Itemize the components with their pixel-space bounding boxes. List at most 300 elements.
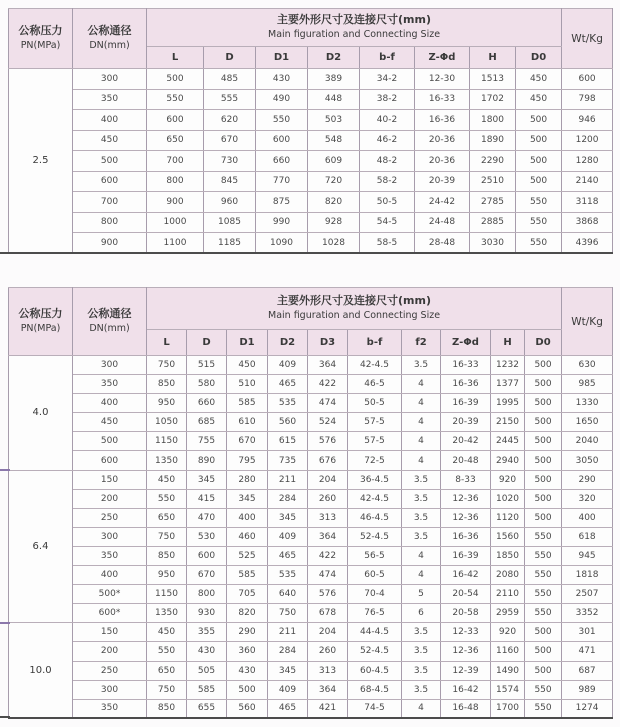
group-separator-mark-1 <box>0 469 10 471</box>
dimension-value: 364 <box>308 356 348 375</box>
dimension-value: 16-39 <box>441 546 491 565</box>
dimension-value: 900 <box>147 192 204 213</box>
dimension-value: 530 <box>187 527 227 546</box>
column-header-D: D <box>187 330 227 356</box>
table-row <box>9 546 613 565</box>
pn-header-zh: 公称压力 <box>18 307 63 321</box>
dimension-value: 1185 <box>204 233 256 254</box>
dimension-value: 57-5 <box>348 432 402 451</box>
weight-value: 3050 <box>562 451 613 470</box>
column-header-b-f: b-f <box>360 47 415 69</box>
dimension-value: 500 <box>525 489 562 508</box>
dimension-value: 20-48 <box>441 451 491 470</box>
dimension-value: 576 <box>308 432 348 451</box>
dimension-value: 68-4.5 <box>348 680 402 699</box>
dimension-value: 1150 <box>147 585 187 604</box>
dimension-value: 500 <box>525 375 562 394</box>
dimension-value: 720 <box>308 171 360 192</box>
dimension-value: 16-36 <box>441 527 491 546</box>
dimension-value: 875 <box>256 192 308 213</box>
dimension-value: 500 <box>525 508 562 527</box>
dimension-value: 345 <box>268 508 308 527</box>
dn-value: 450 <box>73 130 147 151</box>
pn-header-en: PN(MPa) <box>20 323 61 335</box>
dimension-value: 3.5 <box>402 527 441 546</box>
dimensions-header-en: Main figuration and Connecting Size <box>268 29 441 41</box>
table-row <box>9 604 613 623</box>
dn-value: 500* <box>73 585 147 604</box>
dimension-value: 2080 <box>491 566 525 585</box>
weight-value: 1818 <box>562 566 613 585</box>
table-row <box>9 623 613 642</box>
dimension-value: 16-39 <box>441 394 491 413</box>
dimension-value: 550 <box>147 489 187 508</box>
column-header-L: L <box>147 330 187 356</box>
dimension-value: 448 <box>308 89 360 110</box>
dimension-value: 422 <box>308 546 348 565</box>
dn-value: 400 <box>73 566 147 585</box>
dn-header-en: DN(mm) <box>89 40 130 52</box>
dimension-value: 750 <box>147 527 187 546</box>
dimension-value: 58-5 <box>360 233 415 254</box>
dimension-value: 400 <box>227 508 268 527</box>
dimension-value: 615 <box>268 432 308 451</box>
dimension-value: 430 <box>187 642 227 661</box>
table2-bottom-rule-mark <box>0 716 10 718</box>
weight-value: 3118 <box>562 192 613 213</box>
weight-value: 400 <box>562 508 613 527</box>
dn-value: 300 <box>73 356 147 375</box>
dimension-value: 500 <box>516 110 562 131</box>
dimension-value: 2150 <box>491 413 525 432</box>
column-header-D3: D3 <box>308 330 348 356</box>
weight-value: 3352 <box>562 604 613 623</box>
dimension-value: 576 <box>308 585 348 604</box>
dn-value: 150 <box>73 470 147 489</box>
dimension-value: 16-36 <box>415 110 470 131</box>
column-header-Z-Φd: Z-Φd <box>441 330 491 356</box>
dimension-value: 1377 <box>491 375 525 394</box>
dimension-value: 70-4 <box>348 585 402 604</box>
dimension-value: 16-33 <box>441 356 491 375</box>
weight-value: 630 <box>562 356 613 375</box>
dimension-value: 640 <box>268 585 308 604</box>
dimension-value: 795 <box>227 451 268 470</box>
t2-header <box>9 288 613 356</box>
dimension-value: 730 <box>204 151 256 172</box>
column-header-D2: D2 <box>308 47 360 69</box>
table-row <box>9 69 613 90</box>
dimension-value: 460 <box>227 527 268 546</box>
weight-value: 600 <box>562 69 613 90</box>
dimension-value: 930 <box>187 604 227 623</box>
table1-bottom-rule-mark <box>0 252 10 254</box>
dn-value: 400 <box>73 394 147 413</box>
dimension-value: 3.5 <box>402 508 441 527</box>
dimension-value: 20-54 <box>441 585 491 604</box>
dimension-value: 600 <box>187 546 227 565</box>
dimension-value: 450 <box>147 623 187 642</box>
dimension-value: 1995 <box>491 394 525 413</box>
dimension-value: 4 <box>402 413 441 432</box>
dimension-value: 360 <box>227 642 268 661</box>
dimension-value: 490 <box>256 89 308 110</box>
dimension-value: 36-4.5 <box>348 470 402 489</box>
dimension-value: 820 <box>308 192 360 213</box>
column-header-H: H <box>470 47 516 69</box>
pn-header-zh: 公称压力 <box>18 24 63 38</box>
dimension-value: 16-36 <box>441 375 491 394</box>
dimension-value: 950 <box>147 394 187 413</box>
dimension-value: 211 <box>268 470 308 489</box>
dimension-value: 364 <box>308 680 348 699</box>
dimension-value: 550 <box>525 566 562 585</box>
weight-value: 1200 <box>562 130 613 151</box>
dimension-value: 705 <box>227 585 268 604</box>
table-row <box>9 394 613 413</box>
pn-value: 2.5 <box>9 69 73 254</box>
dimension-value: 409 <box>268 527 308 546</box>
dimension-value: 4 <box>402 394 441 413</box>
pressure-table-pn4-6_4-10 <box>8 287 613 719</box>
dimension-value: 524 <box>308 413 348 432</box>
dimension-value: 500 <box>525 623 562 642</box>
dimension-value: 56-5 <box>348 546 402 565</box>
dimension-value: 345 <box>268 661 308 680</box>
dimension-value: 550 <box>525 585 562 604</box>
dimension-value: 72-5 <box>348 451 402 470</box>
dimension-value: 500 <box>525 661 562 680</box>
dimension-value: 12-39 <box>441 661 491 680</box>
t1-header-row <box>9 9 613 47</box>
table-row <box>9 432 613 451</box>
dimension-value: 2290 <box>470 151 516 172</box>
dimension-value: 2110 <box>491 585 525 604</box>
dimension-value: 389 <box>308 69 360 90</box>
dn-value: 300 <box>73 69 147 90</box>
dimension-value: 364 <box>308 527 348 546</box>
dn-header-en: DN(mm) <box>89 323 130 335</box>
dimension-value: 1085 <box>204 212 256 233</box>
weight-value: 2040 <box>562 432 613 451</box>
column-header-f2: f2 <box>402 330 441 356</box>
dimension-value: 52-4.5 <box>348 642 402 661</box>
dimension-value: 2445 <box>491 432 525 451</box>
dimension-value: 38-2 <box>360 89 415 110</box>
dimension-value: 585 <box>187 680 227 699</box>
dimension-value: 555 <box>204 89 256 110</box>
dimension-value: 1020 <box>491 489 525 508</box>
dimension-value: 20-36 <box>415 151 470 172</box>
table-row <box>9 233 613 254</box>
dimension-value: 52-4.5 <box>348 527 402 546</box>
column-header-H: H <box>491 330 525 356</box>
dimension-value: 3.5 <box>402 470 441 489</box>
weight-value: 2140 <box>562 171 613 192</box>
dimension-value: 3.5 <box>402 661 441 680</box>
dimension-value: 1560 <box>491 527 525 546</box>
pn-value: 4.0 <box>9 356 73 471</box>
dimension-value: 284 <box>268 489 308 508</box>
dimension-value: 610 <box>227 413 268 432</box>
dimension-value: 20-39 <box>441 413 491 432</box>
dimension-value: 1850 <box>491 546 525 565</box>
dimension-value: 1574 <box>491 680 525 699</box>
dimension-value: 670 <box>204 130 256 151</box>
dn-value: 250 <box>73 661 147 680</box>
column-header-L: L <box>147 47 204 69</box>
dimension-value: 1513 <box>470 69 516 90</box>
dn-value: 300 <box>73 680 147 699</box>
dimension-value: 280 <box>227 470 268 489</box>
weight-value: 985 <box>562 375 613 394</box>
dn-column-header <box>73 9 147 69</box>
dimension-value: 1090 <box>256 233 308 254</box>
dimension-value: 535 <box>268 394 308 413</box>
dimension-value: 660 <box>187 394 227 413</box>
table-row <box>9 661 613 680</box>
table-row <box>9 585 613 604</box>
weight-value: 4396 <box>562 233 613 254</box>
dimension-value: 990 <box>256 212 308 233</box>
dimension-value: 500 <box>516 171 562 192</box>
dimension-value: 820 <box>227 604 268 623</box>
dimension-value: 550 <box>256 110 308 131</box>
dn-value: 600* <box>73 604 147 623</box>
table-row <box>9 470 613 489</box>
dimension-value: 3.5 <box>402 623 441 642</box>
dimension-value: 670 <box>227 432 268 451</box>
dimension-value: 74-5 <box>348 699 402 718</box>
dimension-value: 755 <box>187 432 227 451</box>
dimension-value: 421 <box>308 699 348 718</box>
dimension-value: 46-2 <box>360 130 415 151</box>
dn-value: 600 <box>73 171 147 192</box>
dimension-value: 415 <box>187 489 227 508</box>
dimension-value: 550 <box>525 527 562 546</box>
dimension-value: 609 <box>308 151 360 172</box>
dimension-value: 4 <box>402 451 441 470</box>
dimension-value: 40-2 <box>360 110 415 131</box>
dimension-value: 204 <box>308 470 348 489</box>
dimension-value: 474 <box>308 566 348 585</box>
t1-header <box>9 9 613 69</box>
dimension-value: 16-48 <box>441 699 491 718</box>
weight-value: 798 <box>562 89 613 110</box>
dimension-value: 1150 <box>147 432 187 451</box>
dimension-value: 4 <box>402 546 441 565</box>
weight-value: 687 <box>562 661 613 680</box>
t1-body <box>9 69 613 254</box>
dimension-value: 465 <box>268 699 308 718</box>
dimension-value: 500 <box>516 151 562 172</box>
t2-header-row <box>9 288 613 330</box>
weight-value: 989 <box>562 680 613 699</box>
dimension-value: 580 <box>187 375 227 394</box>
dimension-value: 890 <box>187 451 227 470</box>
dimension-value: 920 <box>491 623 525 642</box>
table-row <box>9 680 613 699</box>
table-row <box>9 89 613 110</box>
weight-value: 320 <box>562 489 613 508</box>
dimension-value: 42-4.5 <box>348 489 402 508</box>
dimension-value: 5 <box>402 585 441 604</box>
column-header-D0: D0 <box>516 47 562 69</box>
dimension-value: 500 <box>525 451 562 470</box>
table-row <box>9 192 613 213</box>
dimension-value: 409 <box>268 680 308 699</box>
dn-value: 200 <box>73 489 147 508</box>
dimension-value: 465 <box>268 546 308 565</box>
dimension-value: 57-5 <box>348 413 402 432</box>
table-row <box>9 566 613 585</box>
dimension-value: 1350 <box>147 451 187 470</box>
dimension-value: 1160 <box>491 642 525 661</box>
dimensions-header-en: Main figuration and Connecting Size <box>268 310 441 322</box>
dimension-value: 1120 <box>491 508 525 527</box>
dimension-value: 550 <box>525 680 562 699</box>
dimension-value: 54-5 <box>360 212 415 233</box>
dimension-value: 920 <box>491 470 525 489</box>
dimension-value: 211 <box>268 623 308 642</box>
dimension-value: 44-4.5 <box>348 623 402 642</box>
dimension-value: 800 <box>147 171 204 192</box>
dn-value: 350 <box>73 699 147 718</box>
weight-value: 618 <box>562 527 613 546</box>
dimension-value: 650 <box>147 661 187 680</box>
weight-column-header: Wt/Kg <box>562 9 613 69</box>
dimension-value: 4 <box>402 375 441 394</box>
dimension-value: 3.5 <box>402 642 441 661</box>
dimension-value: 515 <box>187 356 227 375</box>
dimension-value: 42-4.5 <box>348 356 402 375</box>
dimension-value: 560 <box>268 413 308 432</box>
weight-value: 2507 <box>562 585 613 604</box>
dimension-value: 470 <box>187 508 227 527</box>
dn-value: 450 <box>73 413 147 432</box>
dimension-value: 345 <box>227 489 268 508</box>
dimension-value: 3.5 <box>402 356 441 375</box>
pn-value: 10.0 <box>9 623 73 718</box>
dimension-value: 750 <box>147 356 187 375</box>
dimension-value: 12-30 <box>415 69 470 90</box>
dimension-value: 16-42 <box>441 680 491 699</box>
dn-value: 900 <box>73 233 147 254</box>
dimension-value: 450 <box>147 470 187 489</box>
table-row <box>9 489 613 508</box>
dimension-value: 500 <box>525 413 562 432</box>
dimensions-group-header <box>147 288 562 330</box>
dimension-value: 750 <box>147 680 187 699</box>
dimension-value: 474 <box>308 394 348 413</box>
dimension-value: 585 <box>227 394 268 413</box>
dimension-value: 525 <box>227 546 268 565</box>
dimension-value: 284 <box>268 642 308 661</box>
dimension-value: 1100 <box>147 233 204 254</box>
dimension-value: 550 <box>516 212 562 233</box>
dimension-value: 28-48 <box>415 233 470 254</box>
dimension-value: 550 <box>147 89 204 110</box>
weight-value: 945 <box>562 546 613 565</box>
dimension-value: 500 <box>227 680 268 699</box>
dimension-value: 550 <box>525 604 562 623</box>
dn-value: 350 <box>73 546 147 565</box>
dimension-value: 50-5 <box>360 192 415 213</box>
dimension-value: 650 <box>147 508 187 527</box>
dimension-value: 1232 <box>491 356 525 375</box>
dimension-value: 1800 <box>470 110 516 131</box>
column-header-D: D <box>204 47 256 69</box>
dimension-value: 1350 <box>147 604 187 623</box>
dimension-value: 510 <box>227 375 268 394</box>
dn-value: 350 <box>73 375 147 394</box>
weight-value: 1330 <box>562 394 613 413</box>
dimension-value: 345 <box>187 470 227 489</box>
dimension-value: 850 <box>147 546 187 565</box>
dimension-value: 260 <box>308 642 348 661</box>
dimension-value: 34-2 <box>360 69 415 90</box>
weight-value: 290 <box>562 470 613 489</box>
dimension-value: 4 <box>402 432 441 451</box>
dimension-value: 24-48 <box>415 212 470 233</box>
dimension-value: 8-33 <box>441 470 491 489</box>
group-separator-mark-2 <box>0 622 10 624</box>
dimensions-group-header <box>147 9 562 47</box>
dimension-value: 465 <box>268 375 308 394</box>
dimension-value: 800 <box>187 585 227 604</box>
pn-header-en: PN(MPa) <box>20 40 61 52</box>
dn-value: 300 <box>73 527 147 546</box>
dn-column-header <box>73 288 147 356</box>
dimension-value: 676 <box>308 451 348 470</box>
dimension-value: 550 <box>516 233 562 254</box>
dimension-value: 500 <box>525 642 562 661</box>
dimension-value: 20-39 <box>415 171 470 192</box>
dimension-value: 550 <box>525 699 562 718</box>
dn-value: 350 <box>73 89 147 110</box>
dimension-value: 20-42 <box>441 432 491 451</box>
dimension-value: 950 <box>147 566 187 585</box>
dn-value: 700 <box>73 192 147 213</box>
dimension-value: 650 <box>147 130 204 151</box>
dn-value: 500 <box>73 151 147 172</box>
column-header-Z-Φd: Z-Φd <box>415 47 470 69</box>
weight-column-header: Wt/Kg <box>562 288 613 356</box>
dimension-value: 204 <box>308 623 348 642</box>
pn-column-header <box>9 9 73 69</box>
dimension-value: 550 <box>147 642 187 661</box>
dimension-value: 585 <box>227 566 268 585</box>
dimension-value: 550 <box>516 192 562 213</box>
dn-value: 250 <box>73 508 147 527</box>
dimension-value: 2940 <box>491 451 525 470</box>
dimension-value: 46-5 <box>348 375 402 394</box>
dimension-value: 313 <box>308 508 348 527</box>
dimension-value: 450 <box>516 69 562 90</box>
dimension-value: 600 <box>256 130 308 151</box>
weight-value: 1280 <box>562 151 613 172</box>
dimension-value: 500 <box>525 432 562 451</box>
dimension-value: 928 <box>308 212 360 233</box>
dn-header-zh: 公称通径 <box>87 307 132 321</box>
weight-value: 1274 <box>562 699 613 718</box>
dimension-value: 500 <box>525 394 562 413</box>
dimension-value: 3.5 <box>402 489 441 508</box>
dimension-value: 670 <box>187 566 227 585</box>
dimensions-header-zh: 主要外形尺寸及连接尺寸(mm) <box>277 294 432 308</box>
dimension-value: 1050 <box>147 413 187 432</box>
weight-value: 946 <box>562 110 613 131</box>
